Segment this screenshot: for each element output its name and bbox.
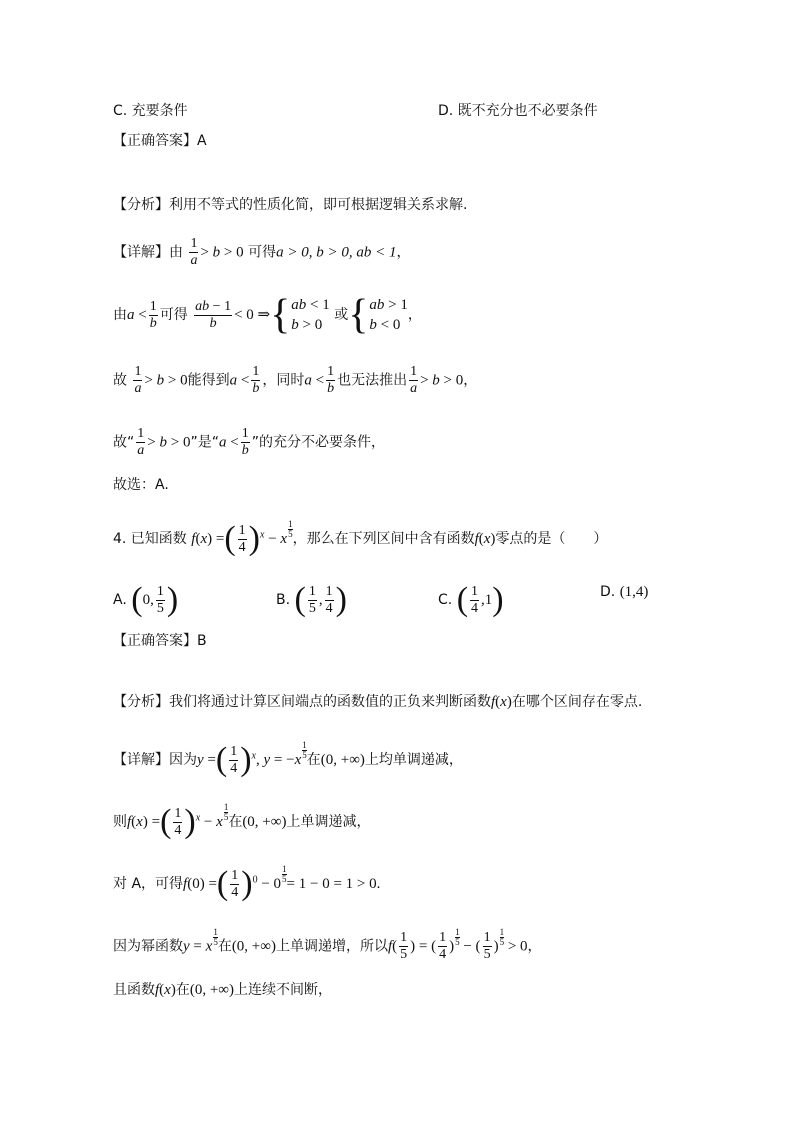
fraction: $\frac{1}{5}$ <box>156 583 164 616</box>
text: 故 <box>113 372 127 389</box>
text: 4. 已知函数 <box>113 531 187 547</box>
text: 对 A，可得 <box>113 876 184 892</box>
fraction: $\frac{1}{a}$ <box>190 236 198 268</box>
text: ”是“ <box>190 434 219 451</box>
q3-detail-line2: 由a < $\frac{1}{b}$ 可得 $\frac{ab - 1}{b}$ < 0 ⇒{ ab < 1 b > 0 或{ ab > 1 b < 0 ， <box>113 292 422 338</box>
text: 则 <box>113 814 127 830</box>
text: 可得 <box>159 307 188 323</box>
text: 上连续不间断， <box>234 982 332 998</box>
text: 由 <box>113 307 127 323</box>
q3-detail-line5: 故选：A. <box>113 477 169 493</box>
fraction: $\frac{ab - 1}{b}$ <box>195 298 232 331</box>
text: 在 <box>228 814 243 830</box>
text: 能得到 <box>187 372 230 389</box>
q3-detail-line3: 故 $\frac{1}{a}$ > b > 0能得到a < $\frac{1}{b}$ ，同时a < $\frac{1}{b}$ 也无法推出 $\frac{1}{a}$ > b > 0， <box>113 364 478 396</box>
text: 可得 <box>248 244 277 261</box>
fraction: $\frac{1}{4}$ <box>231 867 239 900</box>
q3-detail-line4: 故“ $\frac{1}{a}$ > b > 0”是“a < $\frac{1}{b}$ ”的充分不必要条件， <box>113 426 385 458</box>
text: 因为幂函数 <box>113 938 183 955</box>
fraction: $\frac{1}{5}$ <box>308 583 316 616</box>
text: D. <box>600 584 616 600</box>
fraction: $\frac{1}{4}$ <box>238 522 246 555</box>
text: ，那么在下列区间中含有函数 <box>292 531 475 547</box>
text: 故“ <box>113 434 135 451</box>
detail-label: 【详解】 <box>113 244 169 261</box>
q4-option-a: A. (0, $\frac{1}{5}$ ) <box>113 581 179 618</box>
text: 在 <box>217 938 232 955</box>
text: C. <box>438 592 453 608</box>
fraction: $\frac{1}{5}$ <box>400 930 408 963</box>
text: 在 <box>175 982 190 998</box>
text: A. <box>113 592 127 608</box>
text: 上单调递增，所以 <box>275 938 388 955</box>
text: 或 <box>334 307 349 323</box>
q4-detail-line3: 对 A，可得f(0) =( $\frac{1}{4}$ )$^0$ − 0 $\frac{1}{5}$ = 1 − 0 = 1 > 0. <box>113 864 381 902</box>
q4-detail-line2: 则f(x) =( $\frac{1}{4}$ )$^x$ − x $\frac{1}{5}$ 在(0, +∞)上单调递减， <box>113 802 371 840</box>
text: 上均单调递减， <box>364 752 463 768</box>
text: 上单调递减， <box>286 814 371 830</box>
q4-option-d <box>600 584 648 601</box>
q4-option-b: B. ( $\frac{1}{5}$ , $\frac{1}{4}$ ) <box>276 581 347 618</box>
text: 在哪个区间存在零点. <box>511 694 643 710</box>
text: ，同时 <box>262 372 305 389</box>
q4-stem: 4. 已知函数 f(x) =( $\frac{1}{4}$ )$^x$ − x $\frac{1}{5}$ ，那么在下列区间中含有函数f(x)零点的是（ ） <box>113 519 608 557</box>
fraction: $\frac{1}{4}$ <box>471 583 479 616</box>
text: ”的充分不必要条件， <box>251 434 385 451</box>
text: 由 <box>169 244 183 261</box>
math: a > 0, b > 0, ab < 1 <box>276 244 397 261</box>
text: 零点的是（ ） <box>495 531 608 547</box>
fraction: $\frac{1}{b}$ <box>327 364 335 396</box>
q4-detail-line4: 因为幂函数y = x $\frac{1}{5}$ 在(0, +∞)上单调递增，所以f( $\frac{1}{5}$ ) = ( $\frac{1}{4}$ ) $\frac{1}{5}$ − ( $\frac{1}{5}$ ) $\frac{1}{5}$ > 0， <box>113 927 542 963</box>
q4-answer: 【正确答案】B <box>113 633 207 649</box>
text: B. <box>276 592 291 608</box>
text: 也无法推出 <box>337 372 408 389</box>
q3-detail-line1: 【详解】由 $\frac{1}{a}$ > b > 0 可得a > 0, b > 0, ab < 1， <box>113 236 411 268</box>
option-c: C. 充要条件 <box>113 103 188 119</box>
text: 且函数 <box>113 982 155 998</box>
fraction: $\frac{1}{5}$ <box>483 930 491 963</box>
fraction: $\frac{1}{b}$ <box>149 298 157 331</box>
text: (1,4) <box>619 584 649 600</box>
fraction: $\frac{1}{4}$ <box>174 805 182 838</box>
fraction: $\frac{1}{a}$ <box>137 426 145 458</box>
fraction: $\frac{1}{a}$ <box>410 364 418 396</box>
fraction: $\frac{1}{4}$ <box>325 583 333 616</box>
text: 【详解】因为 <box>113 752 197 768</box>
q4-option-c: C. ( $\frac{1}{4}$ ,1) <box>438 581 504 618</box>
fraction: $\frac{1}{b}$ <box>241 426 249 458</box>
q4-detail-line1: 【详解】因为y =( $\frac{1}{4}$ )$^x$, y = −x $\frac{1}{5}$ 在(0, +∞)上均单调递减， <box>113 740 463 778</box>
fraction: $\frac{1}{4}$ <box>439 930 447 963</box>
q3-analysis: 【分析】利用不等式的性质化简，即可根据逻辑关系求解. <box>113 197 468 213</box>
text: 在 <box>306 752 321 768</box>
q3-answer: 【正确答案】A <box>113 133 207 149</box>
option-d: D. 既不充分也不必要条件 <box>438 103 598 119</box>
fraction: $\frac{1}{4}$ <box>230 743 238 776</box>
fraction: $\frac{1}{a}$ <box>134 364 142 396</box>
fraction: $\frac{1}{b}$ <box>252 364 260 396</box>
q4-detail-line5: 且函数f(x)在(0, +∞)上连续不间断， <box>113 982 332 998</box>
text: 【分析】我们将通过计算区间端点的函数值的正负来判断函数 <box>113 694 491 710</box>
q4-analysis: 【分析】我们将通过计算区间端点的函数值的正负来判断函数f(x)在哪个区间存在零点. <box>113 694 643 710</box>
math: = 1 − 0 = 1 > 0. <box>286 876 381 892</box>
